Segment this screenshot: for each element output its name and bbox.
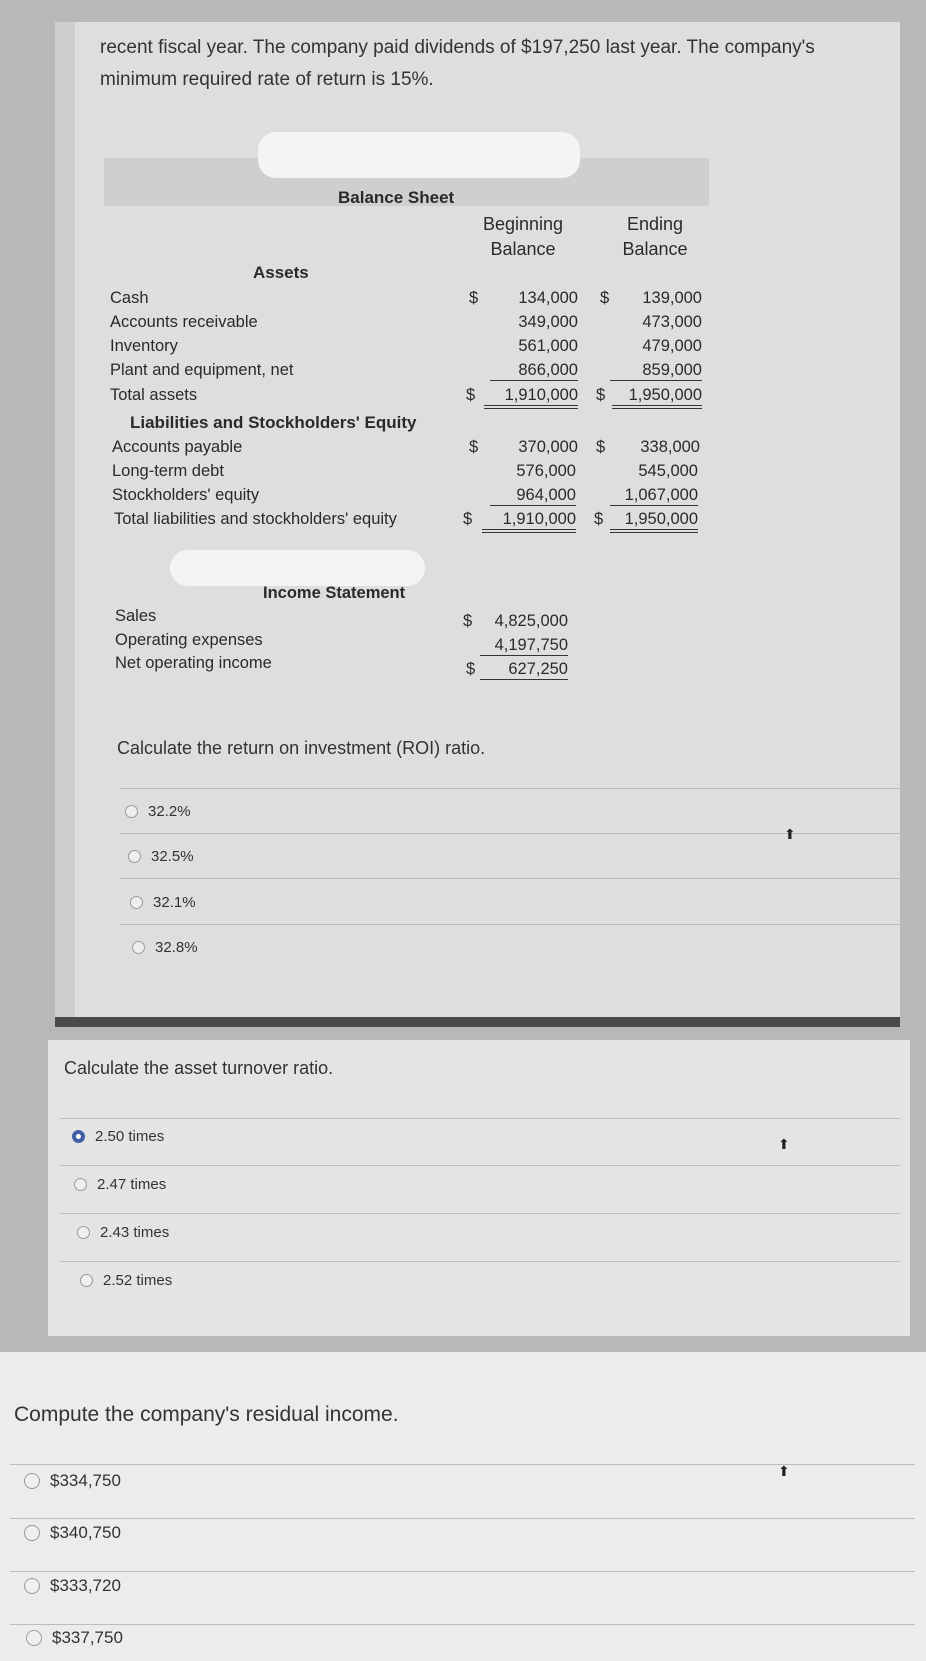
q1-option-3[interactable] [130, 894, 196, 911]
total-liabilities-beginning: 1,910,000 [482, 510, 576, 533]
liability-ending-value: 338,000 [640, 438, 700, 456]
col-beginning-line2: Balance [490, 239, 556, 259]
dollar-sign: $ [594, 510, 604, 528]
q3-option-4[interactable] [26, 1628, 123, 1648]
radio-button-selected[interactable] [72, 1130, 85, 1143]
total-assets-beginning: 1,910,000 [484, 386, 578, 409]
q3-prompt: Compute the company's residual income. [14, 1403, 399, 1426]
option-divider [120, 788, 900, 789]
assets-heading: Assets [253, 263, 309, 282]
option-divider [120, 833, 900, 834]
q1-option-1[interactable] [125, 803, 191, 820]
radio-button[interactable] [24, 1473, 40, 1489]
option-divider [60, 1213, 900, 1214]
sales-value: 4,825,000 [494, 612, 568, 630]
total-liabilities-ending: 1,950,000 [610, 510, 698, 533]
dollar-sign: $ [469, 289, 479, 307]
asset-beginning-value: 561,000 [518, 337, 578, 355]
option-label: 2.43 times [100, 1224, 170, 1241]
option-divider [10, 1624, 915, 1625]
asset-ending-value: 473,000 [642, 313, 702, 331]
q1-option-2[interactable] [128, 848, 194, 865]
dollar-sign: $ [466, 660, 476, 678]
dollar-sign: $ [463, 612, 473, 630]
liability-beginning-value: 964,000 [490, 486, 576, 506]
redaction-mark [170, 550, 425, 586]
cursor-arrow-icon: ⬆ [778, 1463, 790, 1479]
option-divider [10, 1571, 915, 1572]
liabilities-heading: Liabilities and Stockholders' Equity [130, 413, 417, 432]
asset-ending-value: 479,000 [642, 337, 702, 355]
option-divider [120, 878, 900, 879]
asset-beginning-value: 134,000 [518, 289, 578, 307]
dollar-sign: $ [469, 438, 479, 456]
asset-label: Plant and equipment, net [110, 361, 294, 379]
radio-button[interactable] [128, 850, 141, 863]
radio-button[interactable] [125, 805, 138, 818]
option-label: 32.5% [151, 848, 194, 865]
option-label: 2.50 times [95, 1128, 165, 1145]
radio-button[interactable] [24, 1578, 40, 1594]
dollar-sign: $ [466, 386, 476, 404]
liability-ending-value: 1,067,000 [610, 486, 698, 506]
q3-option-1[interactable] [24, 1471, 121, 1491]
radio-button[interactable] [26, 1630, 42, 1646]
income-label: Operating expenses [115, 631, 263, 649]
radio-button[interactable] [74, 1178, 87, 1191]
liability-beginning-value: 370,000 [518, 438, 578, 456]
asset-label: Total assets [110, 386, 198, 404]
balance-sheet-title: Balance Sheet [338, 188, 455, 207]
col-beginning-line1: Beginning [482, 214, 564, 234]
question-panel-3 [0, 1352, 926, 1661]
q2-option-3[interactable] [77, 1224, 169, 1241]
liability-ending-value: 545,000 [638, 462, 698, 480]
redaction-mark [258, 132, 580, 178]
cursor-arrow-icon: ⬆ [784, 826, 796, 842]
radio-button[interactable] [130, 896, 143, 909]
operating-expenses-value: 4,197,750 [480, 636, 568, 656]
radio-button[interactable] [80, 1274, 93, 1287]
asset-label: Accounts receivable [110, 313, 258, 331]
liability-beginning-value: 576,000 [516, 462, 576, 480]
dollar-sign: $ [600, 289, 610, 307]
radio-button[interactable] [132, 941, 145, 954]
col-ending-line1: Ending [626, 214, 684, 234]
asset-ending-value: 859,000 [610, 361, 702, 381]
option-divider [60, 1165, 900, 1166]
question-panel-2 [48, 1040, 910, 1336]
q2-option-1[interactable] [72, 1128, 164, 1145]
radio-button[interactable] [24, 1525, 40, 1541]
asset-ending-value: 139,000 [642, 289, 702, 307]
col-ending-line2: Balance [622, 239, 688, 259]
option-label: 2.47 times [97, 1176, 167, 1193]
radio-button[interactable] [77, 1226, 90, 1239]
q2-prompt: Calculate the asset turnover ratio. [64, 1058, 334, 1078]
q2-option-2[interactable] [74, 1176, 166, 1193]
option-label: 32.2% [148, 803, 191, 820]
cursor-arrow-icon: ⬆ [778, 1136, 790, 1152]
option-label: $334,750 [50, 1471, 121, 1490]
asset-label: Cash [110, 289, 149, 307]
income-label: Sales [115, 607, 157, 625]
option-label: $340,750 [50, 1523, 121, 1542]
option-divider [60, 1261, 900, 1262]
net-operating-income-value: 627,250 [480, 660, 568, 680]
liability-label: Total liabilities and stockholders' equity [114, 510, 397, 528]
q3-option-2[interactable] [24, 1523, 121, 1543]
q2-option-4[interactable] [80, 1272, 172, 1289]
q1-option-4[interactable] [132, 939, 198, 956]
option-divider [60, 1118, 900, 1119]
asset-label: Inventory [110, 337, 178, 355]
asset-beginning-value: 866,000 [490, 361, 578, 381]
panel-left-bar [55, 22, 75, 1017]
option-divider [10, 1518, 915, 1519]
intro-text: recent fiscal year. The company paid dividends of $197,250 last year. The company's minimum required rate of return is 15%. [100, 37, 815, 90]
option-label: 32.8% [155, 939, 198, 956]
total-assets-ending: 1,950,000 [612, 386, 702, 409]
income-label: Net operating income [115, 654, 272, 672]
option-label: 32.1% [153, 894, 196, 911]
option-divider [120, 924, 900, 925]
asset-beginning-value: 349,000 [518, 313, 578, 331]
option-label: $333,720 [50, 1576, 121, 1595]
q1-prompt: Calculate the return on investment (ROI) ratio. [117, 738, 486, 758]
dollar-sign: $ [596, 438, 606, 456]
panel-divider [55, 1017, 900, 1027]
income-statement-title: Income Statement [263, 584, 406, 602]
liability-label: Stockholders' equity [112, 486, 260, 504]
liability-label: Accounts payable [112, 438, 243, 456]
option-label: $337,750 [52, 1628, 123, 1647]
option-label: 2.52 times [103, 1272, 173, 1289]
liability-label: Long-term debt [112, 462, 224, 480]
dollar-sign: $ [463, 510, 473, 528]
q3-option-3[interactable] [24, 1576, 121, 1596]
dollar-sign: $ [596, 386, 606, 404]
